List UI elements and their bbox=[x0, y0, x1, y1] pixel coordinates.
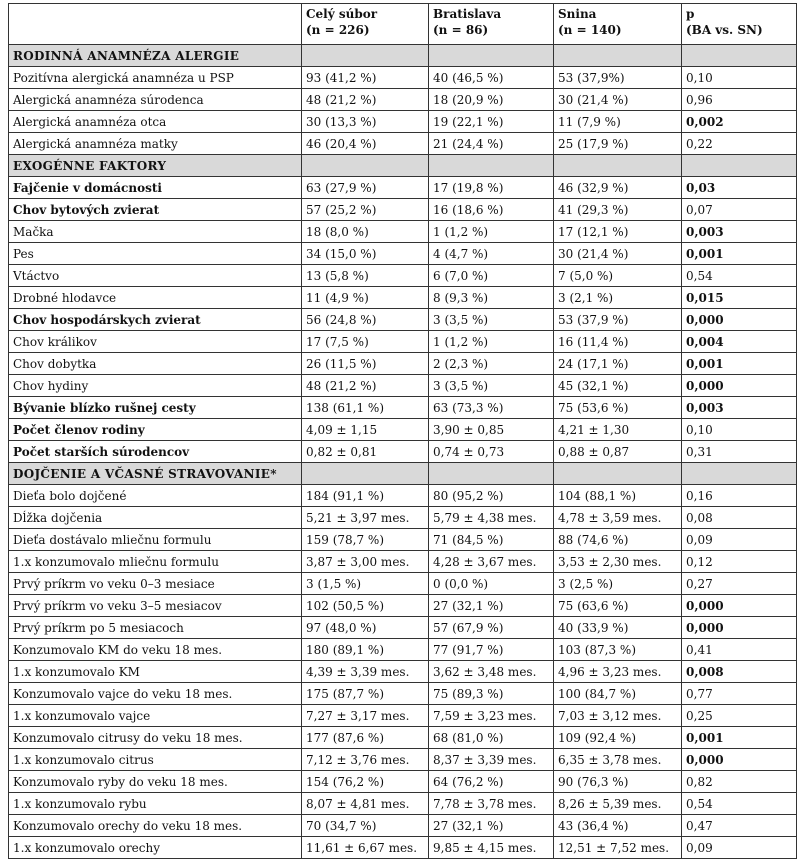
cell-p-value: 0,09 bbox=[682, 529, 797, 551]
table-row bbox=[9, 177, 797, 199]
table-row bbox=[9, 331, 797, 353]
row-label: Alergická anamnéza súrodenca bbox=[9, 89, 302, 111]
cell-total: 184 (91,1 %) bbox=[302, 485, 429, 507]
cell-snina: 0,88 ± 0,87 bbox=[554, 441, 682, 463]
cell-p-value: 0,003 bbox=[682, 397, 797, 419]
section-empty-cell bbox=[429, 45, 554, 67]
section-empty-cell bbox=[302, 463, 429, 485]
cell-bratislava: 3 (3,5 %) bbox=[429, 375, 554, 397]
cell-p-value: 0,22 bbox=[682, 133, 797, 155]
section-row bbox=[9, 155, 797, 177]
table-row bbox=[9, 397, 797, 419]
cell-bratislava: 77 (91,7 %) bbox=[429, 639, 554, 661]
row-label: Prvý príkrm po 5 mesiacoch bbox=[9, 617, 302, 639]
cell-total: 26 (11,5 %) bbox=[302, 353, 429, 375]
cell-snina: 46 (32,9 %) bbox=[554, 177, 682, 199]
cell-total: 0,82 ± 0,81 bbox=[302, 441, 429, 463]
section-row bbox=[9, 45, 797, 67]
section-empty-cell bbox=[682, 463, 797, 485]
cell-p-value: 0,000 bbox=[682, 375, 797, 397]
cell-bratislava: 27 (32,1 %) bbox=[429, 815, 554, 837]
cell-bratislava: 6 (7,0 %) bbox=[429, 265, 554, 287]
section-heading: RODINNÁ ANAMNÉZA ALERGIE bbox=[9, 45, 302, 67]
row-label: Konzumovalo KM do veku 18 mes. bbox=[9, 639, 302, 661]
table-row bbox=[9, 661, 797, 683]
cell-snina: 90 (76,3 %) bbox=[554, 771, 682, 793]
header-snina-count: (n = 140) bbox=[558, 23, 622, 37]
cell-p-value: 0,10 bbox=[682, 67, 797, 89]
section-empty-cell bbox=[302, 45, 429, 67]
row-label: Fajčenie v domácnosti bbox=[9, 177, 302, 199]
cell-p-value: 0,001 bbox=[682, 353, 797, 375]
cell-p-value: 0,12 bbox=[682, 551, 797, 573]
cell-bratislava: 64 (76,2 %) bbox=[429, 771, 554, 793]
header-cell-bratislava bbox=[429, 4, 554, 45]
cell-total: 48 (21,2 %) bbox=[302, 375, 429, 397]
cell-bratislava: 71 (84,5 %) bbox=[429, 529, 554, 551]
table-row bbox=[9, 287, 797, 309]
cell-p-value: 0,08 bbox=[682, 507, 797, 529]
table-row bbox=[9, 89, 797, 111]
cell-total: 34 (15,0 %) bbox=[302, 243, 429, 265]
cell-p-value: 0,000 bbox=[682, 749, 797, 771]
row-label: Drobné hlodavce bbox=[9, 287, 302, 309]
cell-bratislava: 21 (24,4 %) bbox=[429, 133, 554, 155]
cell-total: 4,39 ± 3,39 mes. bbox=[302, 661, 429, 683]
cell-total: 138 (61,1 %) bbox=[302, 397, 429, 419]
cell-snina: 100 (84,7 %) bbox=[554, 683, 682, 705]
cell-total: 11,61 ± 6,67 mes. bbox=[302, 837, 429, 859]
cell-snina: 4,96 ± 3,23 mes. bbox=[554, 661, 682, 683]
cell-bratislava: 8 (9,3 %) bbox=[429, 287, 554, 309]
cell-total: 180 (89,1 %) bbox=[302, 639, 429, 661]
row-label: Chov králikov bbox=[9, 331, 302, 353]
cell-snina: 25 (17,9 %) bbox=[554, 133, 682, 155]
table-row bbox=[9, 551, 797, 573]
row-label: Pes bbox=[9, 243, 302, 265]
cell-p-value: 0,004 bbox=[682, 331, 797, 353]
cell-total: 159 (78,7 %) bbox=[302, 529, 429, 551]
header-snina-title: Snina bbox=[558, 7, 597, 21]
row-label: Vtáctvo bbox=[9, 265, 302, 287]
table-row bbox=[9, 727, 797, 749]
table-row bbox=[9, 353, 797, 375]
table-row bbox=[9, 683, 797, 705]
cell-total: 3,87 ± 3,00 mes. bbox=[302, 551, 429, 573]
row-label: 1.x konzumovalo orechy bbox=[9, 837, 302, 859]
row-label: Konzumovalo citrusy do veku 18 mes. bbox=[9, 727, 302, 749]
cell-snina: 16 (11,4 %) bbox=[554, 331, 682, 353]
table-row bbox=[9, 815, 797, 837]
table-row bbox=[9, 573, 797, 595]
cell-total: 177 (87,6 %) bbox=[302, 727, 429, 749]
row-label: Prvý príkrm vo veku 0–3 mesiace bbox=[9, 573, 302, 595]
cell-bratislava: 80 (95,2 %) bbox=[429, 485, 554, 507]
header-total-count: (n = 226) bbox=[306, 23, 370, 37]
header-bratislava-title: Bratislava bbox=[433, 7, 502, 21]
table-row bbox=[9, 507, 797, 529]
data-table bbox=[8, 3, 797, 859]
row-label: 1.x konzumovalo citrus bbox=[9, 749, 302, 771]
row-label: 1.x konzumovalo rybu bbox=[9, 793, 302, 815]
table-container bbox=[8, 3, 797, 859]
cell-p-value: 0,000 bbox=[682, 309, 797, 331]
cell-snina: 3 (2,5 %) bbox=[554, 573, 682, 595]
cell-snina: 7 (5,0 %) bbox=[554, 265, 682, 287]
cell-total: 46 (20,4 %) bbox=[302, 133, 429, 155]
cell-bratislava: 75 (89,3 %) bbox=[429, 683, 554, 705]
cell-bratislava: 9,85 ± 4,15 mes. bbox=[429, 837, 554, 859]
cell-bratislava: 27 (32,1 %) bbox=[429, 595, 554, 617]
cell-snina: 30 (21,4 %) bbox=[554, 89, 682, 111]
cell-p-value: 0,002 bbox=[682, 111, 797, 133]
table-row bbox=[9, 265, 797, 287]
table-row bbox=[9, 375, 797, 397]
section-empty-cell bbox=[554, 45, 682, 67]
cell-p-value: 0,82 bbox=[682, 771, 797, 793]
cell-bratislava: 18 (20,9 %) bbox=[429, 89, 554, 111]
header-p-subtitle: (BA vs. SN) bbox=[686, 23, 763, 37]
cell-bratislava: 57 (67,9 %) bbox=[429, 617, 554, 639]
row-label: 1.x konzumovalo mliečnu formulu bbox=[9, 551, 302, 573]
cell-total: 30 (13,3 %) bbox=[302, 111, 429, 133]
header-cell-p bbox=[682, 4, 797, 45]
row-label: Konzumovalo vajce do veku 18 mes. bbox=[9, 683, 302, 705]
cell-total: 13 (5,8 %) bbox=[302, 265, 429, 287]
table-row bbox=[9, 67, 797, 89]
cell-p-value: 0,000 bbox=[682, 595, 797, 617]
row-label: Dĺžka dojčenia bbox=[9, 507, 302, 529]
cell-snina: 7,03 ± 3,12 mes. bbox=[554, 705, 682, 727]
cell-total: 4,09 ± 1,15 bbox=[302, 419, 429, 441]
cell-p-value: 0,001 bbox=[682, 727, 797, 749]
cell-bratislava: 0,74 ± 0,73 bbox=[429, 441, 554, 463]
row-label: Pozitívna alergická anamnéza u PSP bbox=[9, 67, 302, 89]
cell-p-value: 0,77 bbox=[682, 683, 797, 705]
row-label: Počet členov rodiny bbox=[9, 419, 302, 441]
header-bratislava-count: (n = 86) bbox=[433, 23, 489, 37]
header-cell-label bbox=[9, 4, 302, 45]
table-row bbox=[9, 595, 797, 617]
cell-bratislava: 7,78 ± 3,78 mes. bbox=[429, 793, 554, 815]
row-label: Chov dobytka bbox=[9, 353, 302, 375]
cell-snina: 6,35 ± 3,78 mes. bbox=[554, 749, 682, 771]
cell-p-value: 0,07 bbox=[682, 199, 797, 221]
row-label: Alergická anamnéza matky bbox=[9, 133, 302, 155]
cell-total: 70 (34,7 %) bbox=[302, 815, 429, 837]
section-heading: DOJČENIE A VČASNÉ STRAVOVANIE* bbox=[9, 463, 302, 485]
table-row bbox=[9, 639, 797, 661]
table-row bbox=[9, 419, 797, 441]
header-total-title: Celý súbor bbox=[306, 7, 378, 21]
cell-p-value: 0,16 bbox=[682, 485, 797, 507]
cell-snina: 12,51 ± 7,52 mes. bbox=[554, 837, 682, 859]
cell-snina: 11 (7,9 %) bbox=[554, 111, 682, 133]
cell-total: 17 (7,5 %) bbox=[302, 331, 429, 353]
table-row bbox=[9, 243, 797, 265]
table-row bbox=[9, 749, 797, 771]
cell-p-value: 0,41 bbox=[682, 639, 797, 661]
cell-p-value: 0,54 bbox=[682, 265, 797, 287]
table-row bbox=[9, 529, 797, 551]
section-empty-cell bbox=[429, 463, 554, 485]
cell-snina: 40 (33,9 %) bbox=[554, 617, 682, 639]
cell-bratislava: 3,90 ± 0,85 bbox=[429, 419, 554, 441]
cell-bratislava: 4,28 ± 3,67 mes. bbox=[429, 551, 554, 573]
cell-snina: 104 (88,1 %) bbox=[554, 485, 682, 507]
cell-p-value: 0,96 bbox=[682, 89, 797, 111]
cell-total: 5,21 ± 3,97 mes. bbox=[302, 507, 429, 529]
header-cell-total bbox=[302, 4, 429, 45]
cell-bratislava: 0 (0,0 %) bbox=[429, 573, 554, 595]
cell-bratislava: 1 (1,2 %) bbox=[429, 221, 554, 243]
cell-p-value: 0,54 bbox=[682, 793, 797, 815]
cell-snina: 4,78 ± 3,59 mes. bbox=[554, 507, 682, 529]
row-label: Chov hospodárskych zvierat bbox=[9, 309, 302, 331]
cell-bratislava: 8,37 ± 3,39 mes. bbox=[429, 749, 554, 771]
row-label: Alergická anamnéza otca bbox=[9, 111, 302, 133]
table-row bbox=[9, 771, 797, 793]
table-body bbox=[9, 45, 797, 859]
table-row bbox=[9, 111, 797, 133]
cell-p-value: 0,31 bbox=[682, 441, 797, 463]
cell-snina: 8,26 ± 5,39 mes. bbox=[554, 793, 682, 815]
row-label: Bývanie blízko rušnej cesty bbox=[9, 397, 302, 419]
cell-total: 7,12 ± 3,76 mes. bbox=[302, 749, 429, 771]
row-label: Mačka bbox=[9, 221, 302, 243]
section-empty-cell bbox=[682, 45, 797, 67]
cell-bratislava: 19 (22,1 %) bbox=[429, 111, 554, 133]
cell-bratislava: 68 (81,0 %) bbox=[429, 727, 554, 749]
header-p-title: p bbox=[686, 7, 695, 21]
cell-p-value: 0,003 bbox=[682, 221, 797, 243]
cell-bratislava: 63 (73,3 %) bbox=[429, 397, 554, 419]
cell-total: 3 (1,5 %) bbox=[302, 573, 429, 595]
cell-total: 18 (8,0 %) bbox=[302, 221, 429, 243]
cell-snina: 75 (63,6 %) bbox=[554, 595, 682, 617]
row-label: Chov bytových zvierat bbox=[9, 199, 302, 221]
cell-p-value: 0,25 bbox=[682, 705, 797, 727]
section-empty-cell bbox=[302, 155, 429, 177]
row-label: 1.x konzumovalo vajce bbox=[9, 705, 302, 727]
cell-total: 48 (21,2 %) bbox=[302, 89, 429, 111]
cell-bratislava: 4 (4,7 %) bbox=[429, 243, 554, 265]
cell-total: 57 (25,2 %) bbox=[302, 199, 429, 221]
row-label: Dieťa bolo dojčené bbox=[9, 485, 302, 507]
cell-bratislava: 16 (18,6 %) bbox=[429, 199, 554, 221]
cell-total: 97 (48,0 %) bbox=[302, 617, 429, 639]
cell-snina: 53 (37,9%) bbox=[554, 67, 682, 89]
table-row bbox=[9, 199, 797, 221]
cell-total: 7,27 ± 3,17 mes. bbox=[302, 705, 429, 727]
cell-snina: 3,53 ± 2,30 mes. bbox=[554, 551, 682, 573]
cell-p-value: 0,015 bbox=[682, 287, 797, 309]
row-label: Počet starších súrodencov bbox=[9, 441, 302, 463]
cell-p-value: 0,09 bbox=[682, 837, 797, 859]
row-label: 1.x konzumovalo KM bbox=[9, 661, 302, 683]
cell-total: 175 (87,7 %) bbox=[302, 683, 429, 705]
table-row bbox=[9, 793, 797, 815]
section-empty-cell bbox=[429, 155, 554, 177]
cell-snina: 30 (21,4 %) bbox=[554, 243, 682, 265]
cell-snina: 109 (92,4 %) bbox=[554, 727, 682, 749]
row-label: Dieťa dostávalo mliečnu formulu bbox=[9, 529, 302, 551]
cell-snina: 88 (74,6 %) bbox=[554, 529, 682, 551]
cell-bratislava: 40 (46,5 %) bbox=[429, 67, 554, 89]
cell-snina: 24 (17,1 %) bbox=[554, 353, 682, 375]
section-heading: EXOGÉNNE FAKTORY bbox=[9, 155, 302, 177]
cell-p-value: 0,03 bbox=[682, 177, 797, 199]
cell-snina: 4,21 ± 1,30 bbox=[554, 419, 682, 441]
cell-snina: 53 (37,9 %) bbox=[554, 309, 682, 331]
cell-p-value: 0,001 bbox=[682, 243, 797, 265]
cell-p-value: 0,000 bbox=[682, 617, 797, 639]
cell-bratislava: 5,79 ± 4,38 mes. bbox=[429, 507, 554, 529]
table-row bbox=[9, 441, 797, 463]
cell-total: 56 (24,8 %) bbox=[302, 309, 429, 331]
table-row bbox=[9, 221, 797, 243]
cell-bratislava: 7,59 ± 3,23 mes. bbox=[429, 705, 554, 727]
cell-snina: 3 (2,1 %) bbox=[554, 287, 682, 309]
cell-total: 102 (50,5 %) bbox=[302, 595, 429, 617]
cell-total: 154 (76,2 %) bbox=[302, 771, 429, 793]
cell-bratislava: 3 (3,5 %) bbox=[429, 309, 554, 331]
cell-snina: 43 (36,4 %) bbox=[554, 815, 682, 837]
cell-snina: 75 (53,6 %) bbox=[554, 397, 682, 419]
row-label: Konzumovalo orechy do veku 18 mes. bbox=[9, 815, 302, 837]
cell-snina: 45 (32,1 %) bbox=[554, 375, 682, 397]
cell-total: 93 (41,2 %) bbox=[302, 67, 429, 89]
cell-p-value: 0,27 bbox=[682, 573, 797, 595]
cell-total: 63 (27,9 %) bbox=[302, 177, 429, 199]
section-row bbox=[9, 463, 797, 485]
cell-snina: 17 (12,1 %) bbox=[554, 221, 682, 243]
cell-snina: 103 (87,3 %) bbox=[554, 639, 682, 661]
table-row bbox=[9, 705, 797, 727]
cell-p-value: 0,008 bbox=[682, 661, 797, 683]
cell-total: 11 (4,9 %) bbox=[302, 287, 429, 309]
header-row bbox=[9, 4, 797, 45]
cell-p-value: 0,47 bbox=[682, 815, 797, 837]
cell-bratislava: 2 (2,3 %) bbox=[429, 353, 554, 375]
table-row bbox=[9, 133, 797, 155]
cell-snina: 41 (29,3 %) bbox=[554, 199, 682, 221]
cell-bratislava: 3,62 ± 3,48 mes. bbox=[429, 661, 554, 683]
cell-total: 8,07 ± 4,81 mes. bbox=[302, 793, 429, 815]
table-row bbox=[9, 837, 797, 859]
section-empty-cell bbox=[682, 155, 797, 177]
row-label: Prvý príkrm vo veku 3–5 mesiacov bbox=[9, 595, 302, 617]
header-cell-snina bbox=[554, 4, 682, 45]
row-label: Konzumovalo ryby do veku 18 mes. bbox=[9, 771, 302, 793]
table-row bbox=[9, 485, 797, 507]
table-row bbox=[9, 617, 797, 639]
section-empty-cell bbox=[554, 155, 682, 177]
cell-bratislava: 1 (1,2 %) bbox=[429, 331, 554, 353]
table-row bbox=[9, 309, 797, 331]
cell-bratislava: 17 (19,8 %) bbox=[429, 177, 554, 199]
cell-p-value: 0,10 bbox=[682, 419, 797, 441]
row-label: Chov hydiny bbox=[9, 375, 302, 397]
section-empty-cell bbox=[554, 463, 682, 485]
